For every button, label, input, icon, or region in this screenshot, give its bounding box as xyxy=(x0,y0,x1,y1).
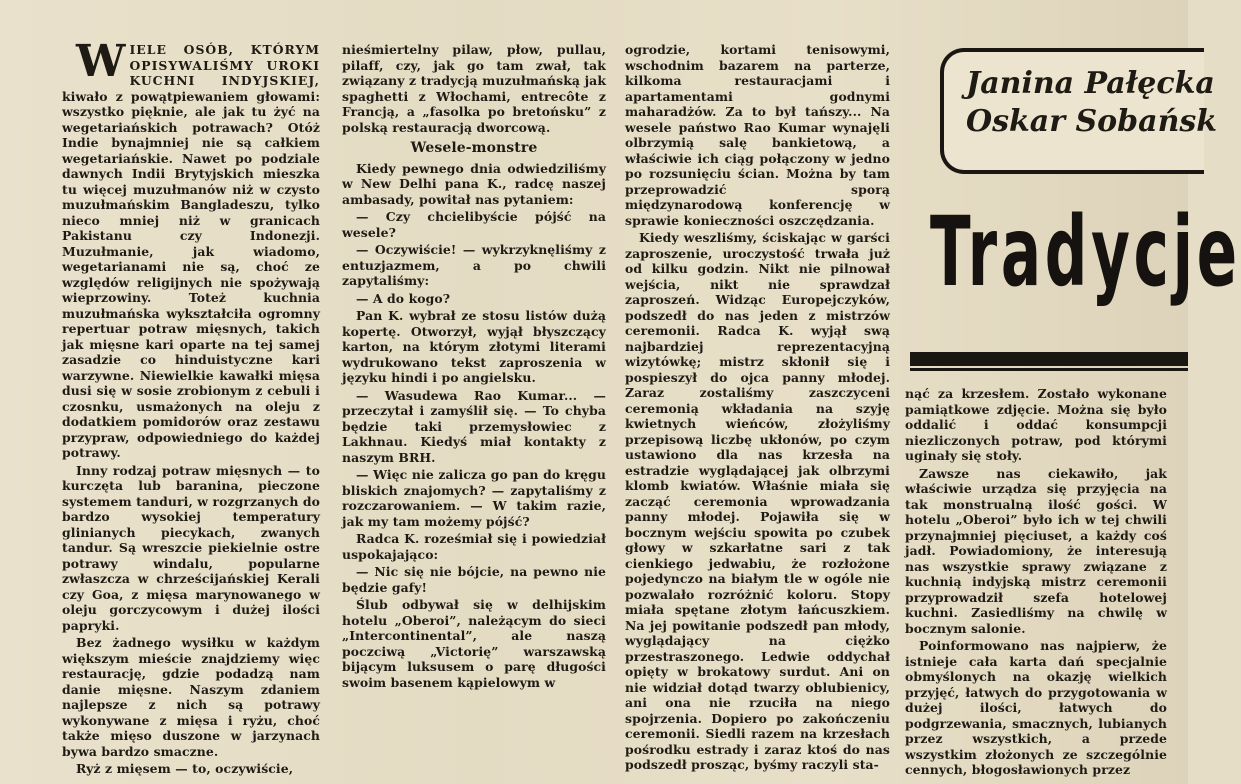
title-rule-thin xyxy=(910,368,1188,371)
article-paragraph: nieśmiertelny pilaw, płow, pullau, pilaff, czy, jak go tam zwał, tak związany z tradycją muzułmańską jak spaghetti z Włochami, entrecôte z Francją, a „fasolka po bretońsku” z polską restauracją dworcową. xyxy=(342,42,606,135)
article-paragraph: Inny rodzaj potraw mięsnych — to kurczęta lub baranina, pieczone systemem tanduri, w rozgrzanych do bardzo wysokiej temperatury glinianych piecykach, zwanych tandur. Są wreszcie piekielnie ostre potrawy windalu, popularne zwłaszcza w chrześcijańskiej Kerali czy Goa, z mięsa marynowanego w oleju gorczycowym i dużej ilości papryki. xyxy=(62,462,320,633)
article-paragraph: Pan K. wybrał ze stosu listów dużą kopertę. Otworzył, wyjął błyszczący karton, na którym złotymi literami wydrukowano tekst zaproszenia w języku hindi i po angielsku. xyxy=(342,308,606,385)
author-box xyxy=(940,48,1218,174)
article-paragraph: Poinformowano nas najpierw, że istnieje cała karta dań specjalnie obmyślonych na okazję wielkich przyjęć, łatwych do przygotowania w dużej ilości, łatwych do podgrzewania, smacznych, lubianych przez wszystkich, a przede wszystkim złożonych ze szczególnie cennych, błogosławionych przez xyxy=(905,638,1167,777)
author-name: Janina Pałęcka xyxy=(966,66,1215,101)
article-paragraph xyxy=(62,36,320,461)
lead-in: IELE OSÓB, KTÓRYM OPISYWALIŚMY UROKI KUCHNI INDYJSKIEJ, xyxy=(129,42,320,88)
article-paragraph: — Więc nie zalicza go pan do kręgu bliskich znajomych? — zapytaliśmy z rozczarowaniem. — W takim razie, jak my tam możemy pójść? xyxy=(342,467,606,529)
article-title: Tradycje xyxy=(930,196,1241,308)
article-paragraph: nąć za krzesłem. Zostało wykonane pamiątkowe zdjęcie. Można się było oddalić i oddać konsumpcji niezliczonych potraw, pod którymi uginały się stoły. xyxy=(905,386,1167,463)
article-paragraph: — Wasudewa Rao Kumar... — przeczytał i zamyślił się. — To chyba będzie taki przemysłowiec z Lakhnau. Kiedyś miał kontakty z naszym BRH. xyxy=(342,387,606,465)
article-column-4 xyxy=(905,386,1167,780)
author-name: Oskar Sobańsk xyxy=(966,104,1218,139)
section-subheading: Wesele-monstre xyxy=(410,140,538,156)
drop-cap: W xyxy=(76,36,126,87)
title-rule xyxy=(910,352,1188,366)
article-column-2 xyxy=(342,42,606,692)
article-paragraph: Kiedy pewnego dnia odwiedziliśmy w New Delhi pana K., radcę naszej ambasady, powitał nas pytaniem: xyxy=(342,160,606,207)
paragraph-text: kiwało z powątpiewaniem głowami: wszystko pięknie, ale jak tu żyć na wegetariańskich potrawach? Otóż Indie bynajmniej nie są całkiem wegetariańskie. Nawet po podziale dawnych Indii Brytyjskich mieszka tu więcej muzułmanów niż w czysto muzułmańskim Bangladeszu, tylko nieco mniej niż w granicach Pakistanu czy Indonezji. Muzułmanie, jak wiadomo, wegetarianami nie są, choć ze względów religijnych nie spożywają wieprzowiny. Toteż kuchnia muzułmańska wykształciła ogromny repertuar potraw mięsnych, takich jak mięsne kari oparte na tej samej zasadzie co hinduistyczne kari warzywne. Niewielkie kawałki mięsa dusi się w sosie zrobionym z cebuli i czosnku, usmażonych na oleju z dodatkiem pomidorów oraz zestawu przypraw, odpowiedniego do każdej potrawy. xyxy=(62,88,320,460)
article-paragraph: Kiedy weszliśmy, ściskając w garści zaproszenie, uroczystość trwała już od kilku godzin. Nikt nie pilnował wejścia, nikt nie sprawdzał zaproszeń. Widząc Europejczyków, podszedł do nas jeden z mistrzów ceremonii. Radca K. wyjął swą najbardziej reprezentacyjną wizytówkę; mistrz skłonił się i pospieszył do ojca panny młodej. Zaraz zostaliśmy zaszczyceni ceremonią wkładania na szyję kwietnych wieńców, złożyliśmy przepisową liczbę ukłonów, po czym ustawiono dla nas krzesła na estradzie wyglądającej jak olbrzymi klomb kwiatów. Właśnie miała się zacząć ceremonia wprowadzania panny młodej. Pojawiła się w bocznym wejściu spowita po czubek głowy w szkarłatne sari z tak cienkiego jedwabiu, że rozłożone pojedynczo na białym tle w ogóle nie pozwalało rozróżnić koloru. Stopy miała spętane złotym łańcuszkiem. Na jej powitanie podszedł pan młody, wyglądający na ciężko przestraszonego. Ledwie oddychał opięty w brokatowy surdut. Ani on nie widział dotąd twarzy oblubienicy, ani ona nie rzuciła na niego spojrzenia. Dopiero po zakończeniu ceremonii. Siedli razem na krzesłach pośrodku estrady i zaraz ktoś do nas podszedł prosząc, byśmy raczyli sta- xyxy=(625,230,890,772)
article-column-3 xyxy=(625,42,890,775)
article-paragraph: — A do kogo? xyxy=(356,290,451,306)
article-paragraph: Zawsze nas ciekawiło, jak właściwie urządza się przyjęcia na tak monstrualną ilość gości. W hotelu „Oberoi” było ich w tej chwili przynajmniej pięciuset, a każdy coś jadł. Powiadomiony, że interesują nas wszystkie sprawy związane z kuchnią indyjską mistrz ceremonii przyprowadził szefa hotelowej kuchni. Zasiedliśmy na chwilę w bocznym salonie. xyxy=(905,465,1167,636)
article-paragraph: — Czy chcielibyście pójść na wesele? xyxy=(342,209,606,240)
article-paragraph: Bez żadnego wysiłku w każdym większym mieście znajdziemy więc restaurację, gdzie podadzą nam danie mięsne. Naszym zdaniem najlepsze z nich są potrawy wykonywane z mięsa i ryżu, choć także mięso duszone w jarzynach bywa bardzo smaczne. xyxy=(62,635,320,759)
article-paragraph: — Nic się nie bójcie, na pewno nie będzie gafy! xyxy=(342,564,606,595)
article-column-1 xyxy=(62,36,320,779)
article-paragraph: Ślub odbywał się w delhijskim hotelu „Oberoi”, należącym do sieci „Intercontinental”, ale naszą poczciwą „Victorię” warszawską bijącym luksusem o parę długości swoim basenem kąpielowym w xyxy=(342,597,606,690)
article-paragraph: Ryż z mięsem — to, oczywiście, xyxy=(76,761,294,776)
article-paragraph: Radca K. roześmiał się i powiedział uspokajająco: xyxy=(342,531,606,562)
article-paragraph: ogrodzie, kortami tenisowymi, wschodnim bazarem na parterze, kilkoma restauracjami i apartamentami godnymi maharadżów. Za to był tańszy... Na wesele państwo Rao Kumar wynajęli olbrzymią salę bankietową, a właściwie ich ciąg połączony w jedno po rozsunięciu ścian. Można by tam przeprowadzić sporą międzynarodową konferencję w sprawie konieczności oszczędzania. xyxy=(625,42,890,228)
article-paragraph: — Oczywiście! — wykrzyknęliśmy z entuzjazmem, a po chwili zapytaliśmy: xyxy=(342,242,606,288)
